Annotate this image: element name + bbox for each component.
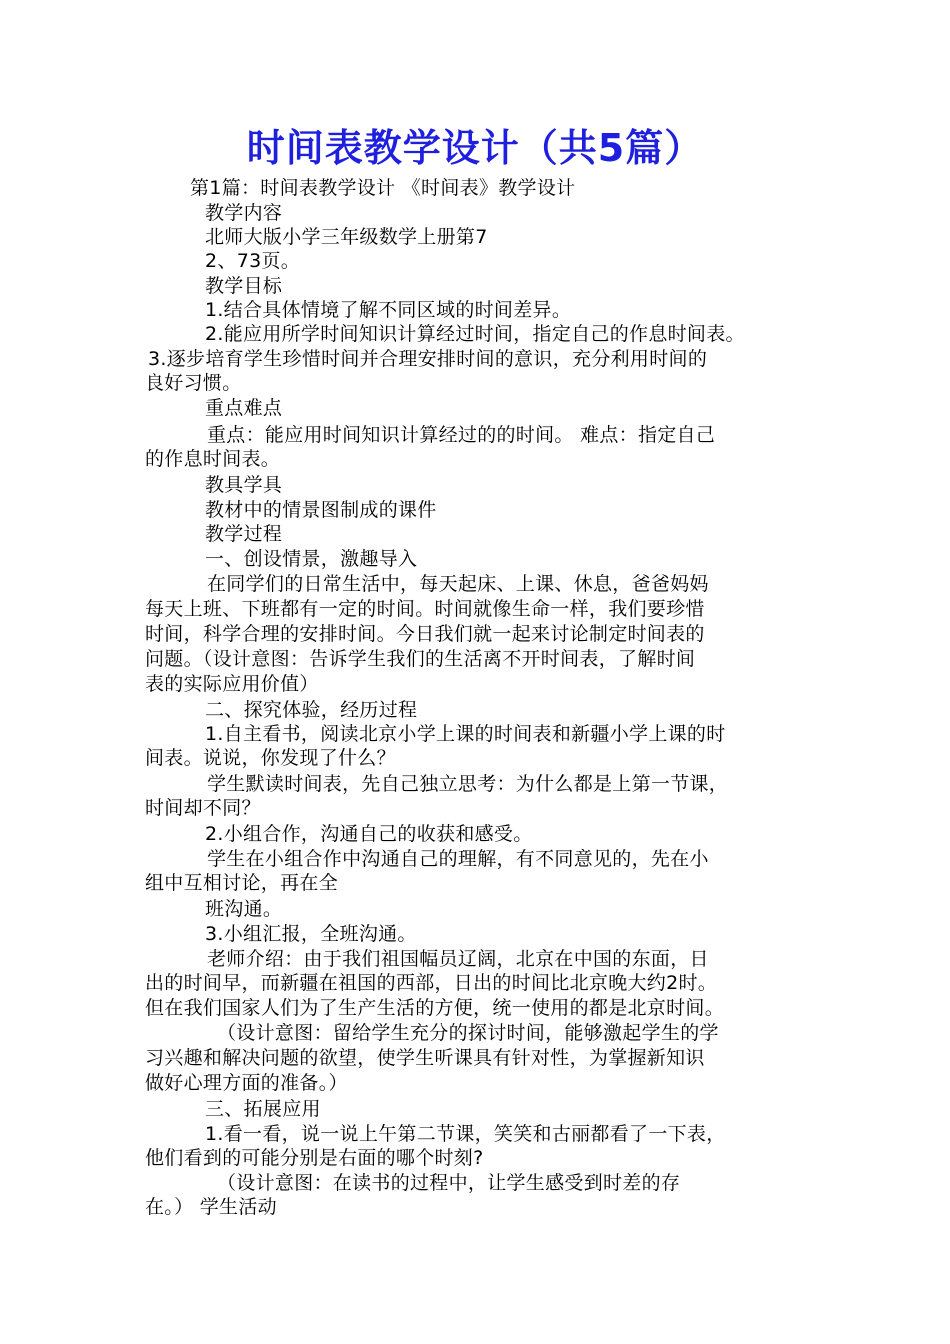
text-line: 教具学具 — [205, 474, 283, 496]
text-line: 时间却不同？ — [145, 797, 261, 819]
text-line: 重点：能应用时间知识计算经过的的时间。 难点：指定自己 — [207, 424, 716, 446]
text-line: 教学内容 — [205, 202, 283, 224]
text-line: 每天上班、下班都有一定的时间。时间就像生命一样，我们要珍惜 — [145, 598, 705, 620]
text-line: 1.看一看，说一说上午第二节课，笑笑和古丽都看了一下表， — [205, 1123, 726, 1145]
document-title: 时间表教学设计（共5篇） — [246, 126, 704, 170]
text-line: 2、73页。 — [205, 250, 301, 272]
text-line: 1.自主看书，阅读北京小学上课的时间表和新疆小学上课的时 — [205, 723, 726, 745]
text-line: 他们看到的可能分别是右面的哪个时刻? — [145, 1147, 484, 1169]
text-line: 北师大版小学三年级数学上册第7 — [205, 226, 488, 248]
text-line: 教材中的情景图制成的课件 — [205, 499, 437, 521]
text-line: 班沟通。 — [205, 898, 283, 920]
text-line: 的作息时间表。 — [145, 448, 281, 470]
text-line: 出的时间早，而新疆在祖国的西部，日出的时间比北京晚大约2时。 — [145, 972, 718, 994]
text-line: 在同学们的日常生活中，每天起床、上课、休息，爸爸妈妈 — [207, 573, 709, 595]
text-line: 三、拓展应用 — [205, 1098, 321, 1120]
text-line: 一、创设情景，激趣导入 — [205, 548, 418, 570]
text-line: 组中互相讨论，再在全 — [145, 872, 339, 894]
text-line: 重点难点 — [205, 397, 283, 419]
text-line: （设计意图：在读书的过程中，让学生感受到时差的存 — [217, 1172, 681, 1194]
text-line: 问题。（设计意图：告诉学生我们的生活离不开时间表，了解时间 — [145, 648, 696, 670]
text-line: 时间，科学合理的安排时间。今日我们就一起来讨论制定时间表的 — [145, 623, 705, 645]
text-line: 在。） 学生活动 — [145, 1196, 277, 1218]
text-line: 2.小组合作，沟通自己的收获和感受。 — [205, 823, 533, 845]
text-line: 学生在小组合作中沟通自己的理解，有不同意见的，先在小 — [207, 848, 709, 870]
text-line: 二、探究体验，经历过程 — [205, 699, 418, 721]
text-line: 第1篇：时间表教学设计 《时间表》教学设计 — [190, 177, 576, 199]
text-line: （设计意图：留给学生充分的探讨时间，能够激起学生的学 — [217, 1022, 719, 1044]
text-line: 老师介绍：由于我们祖国幅员辽阔，北京在中国的东面，日 — [207, 948, 709, 970]
text-line: 教学过程 — [205, 523, 283, 545]
text-line: 习兴趣和解决问题的欲望，使学生听课具有针对性，为掌握新知识 — [145, 1047, 705, 1069]
text-line: 学生默读时间表，先自己独立思考：为什么都是上第一节课， — [207, 773, 729, 795]
text-line: 间表。说说，你发现了什么？ — [145, 747, 396, 769]
text-line: 3.小组汇报，全班沟通。 — [205, 923, 417, 945]
text-line: 2.能应用所学时间知识计算经过时间，指定自己的作息时间表。 — [205, 323, 745, 345]
text-line: 教学目标 — [205, 275, 283, 297]
text-line: 做好心理方面的准备。） — [145, 1072, 348, 1094]
text-line: 1.结合具体情境了解不同区域的时间差异。 — [205, 299, 572, 321]
text-line: 3.逐步培育学生珍惜时间并合理安排时间的意识，充分利用时间的 — [148, 348, 708, 370]
text-line: 表的实际应用价值） — [145, 673, 319, 695]
text-line: 但在我们国家人们为了生产生活的方便，统一使用的都是北京时间。 — [145, 997, 725, 1019]
text-line: 良好习惯。 — [145, 372, 242, 394]
